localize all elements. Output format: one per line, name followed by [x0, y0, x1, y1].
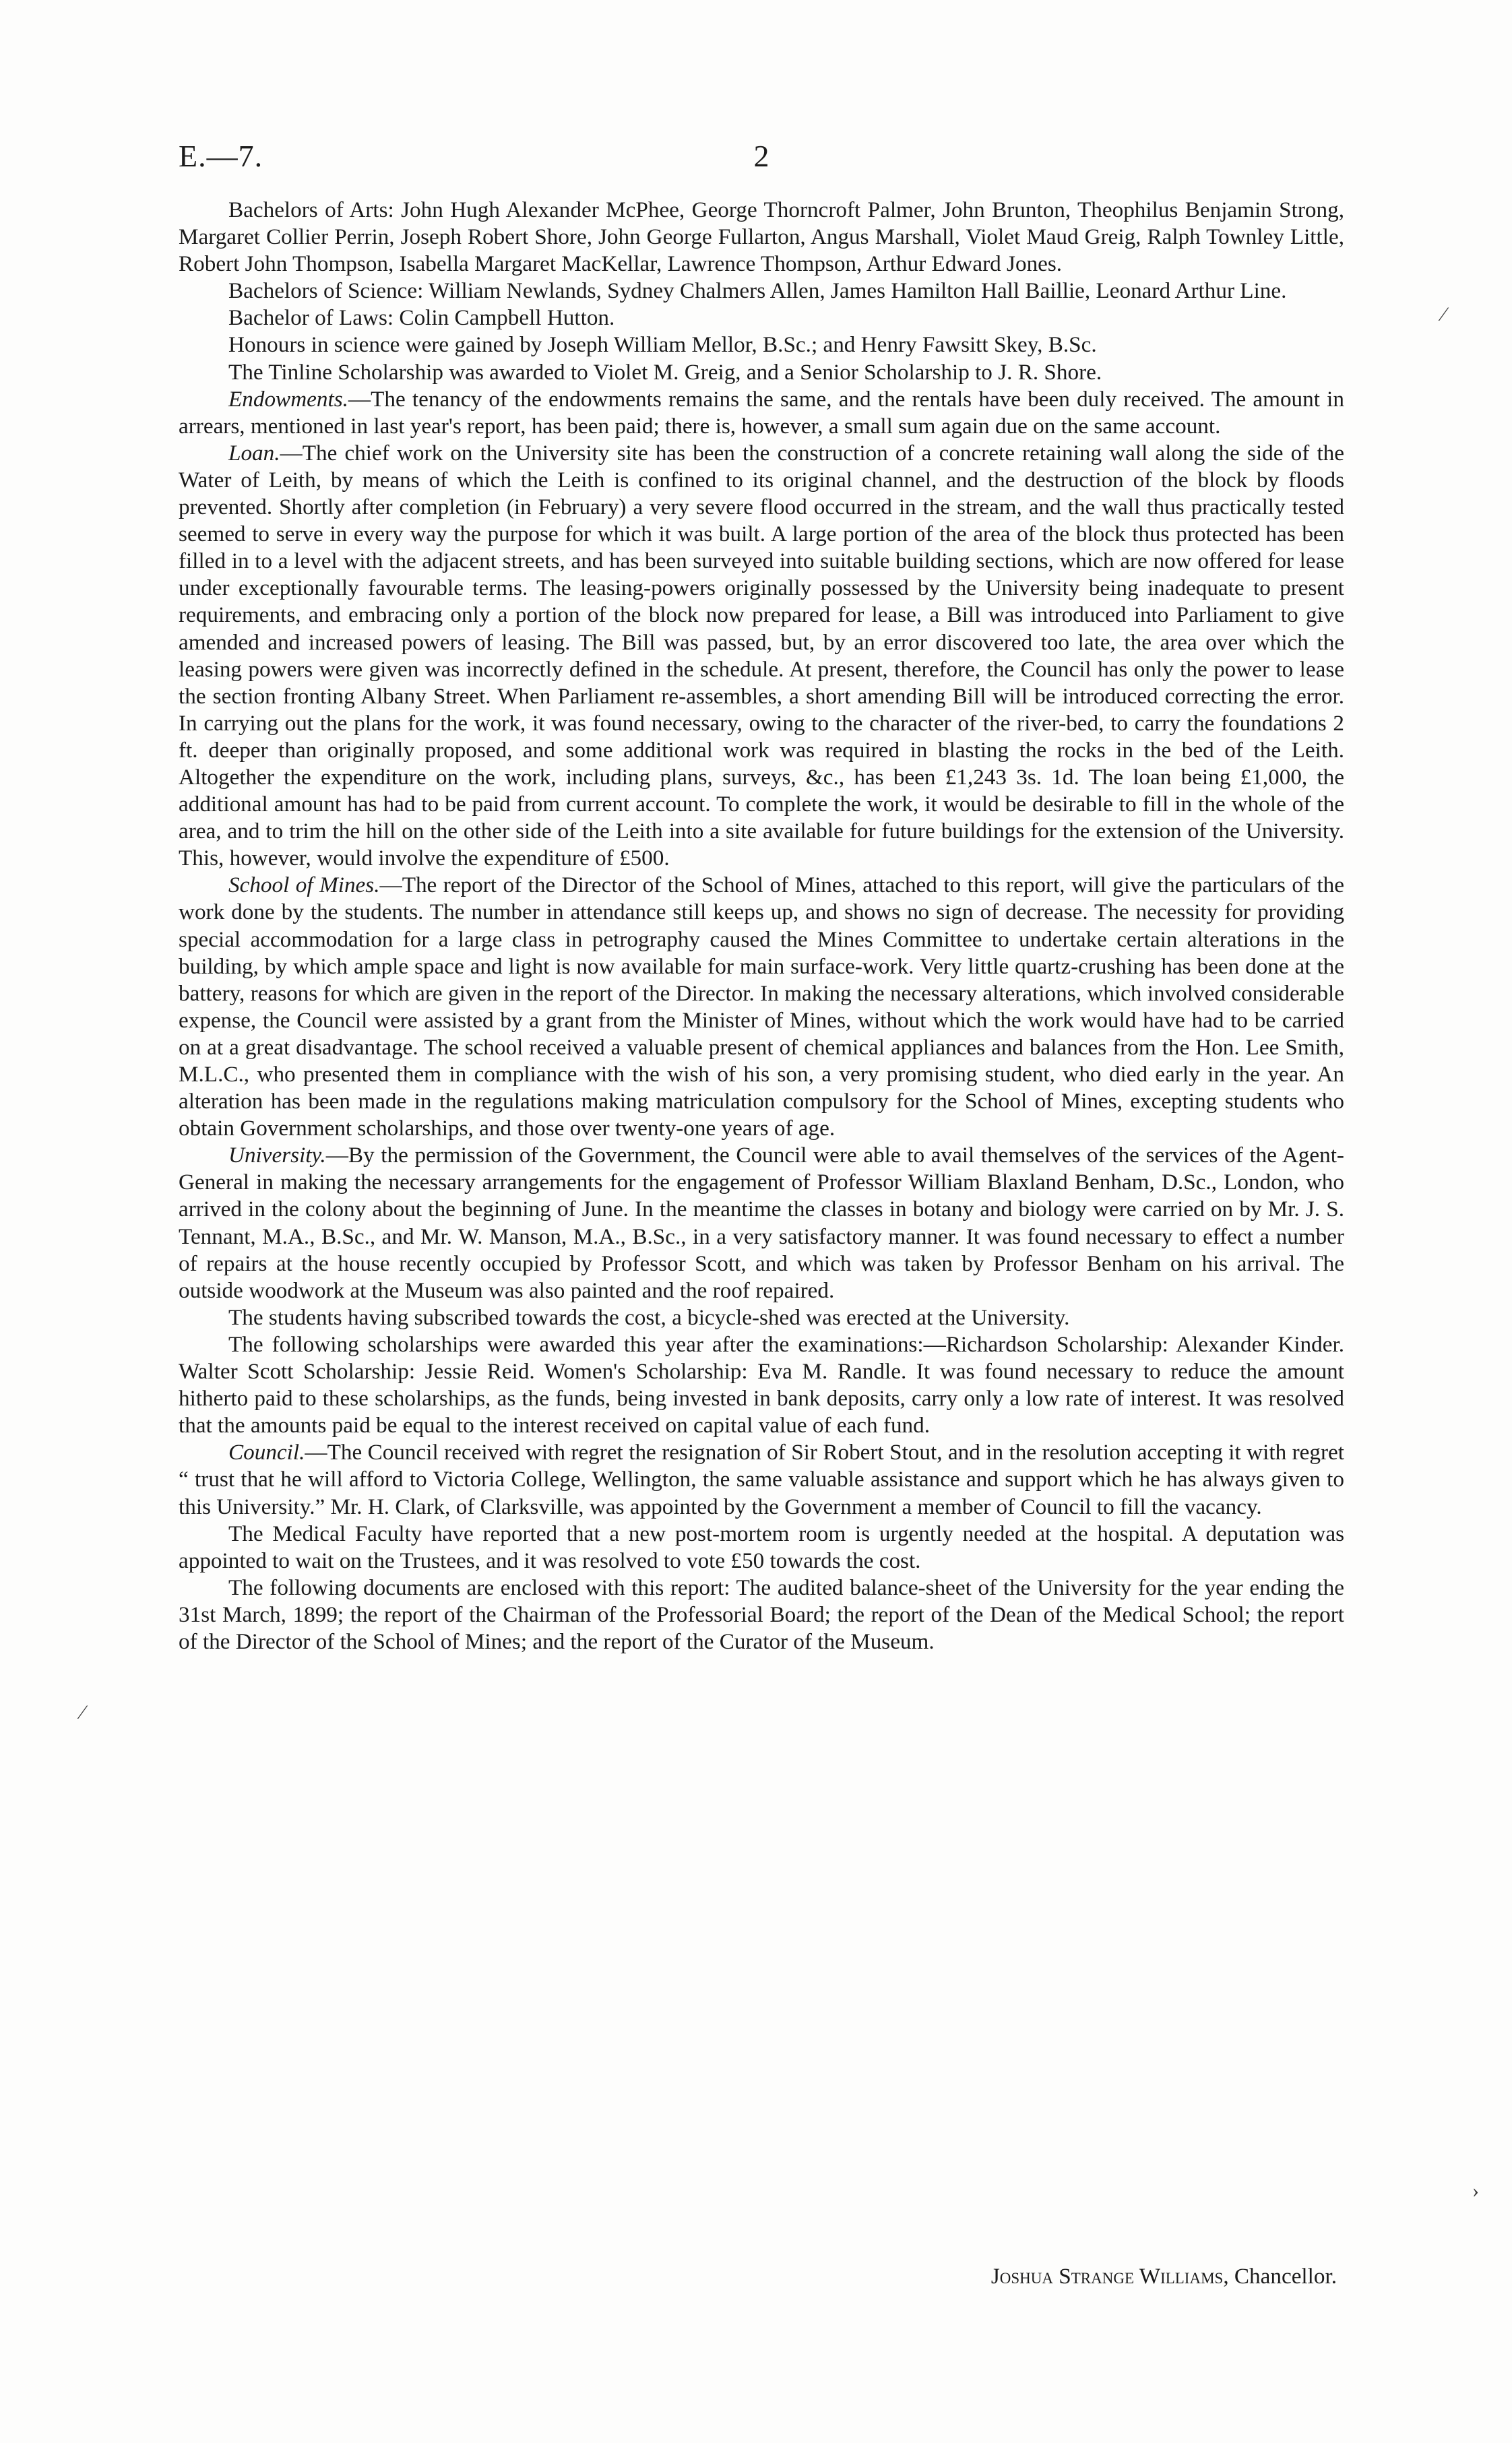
paragraph-council: Council.—The Council received with regret the resignation of Sir Robert Stout, and in the resolution accepting it with regret “ trust that he will afford to Victoria College, Wellington, the same valuable assistance and support which he has always given to this University.” Mr. H. Clark, of Clarksville, was appointed by the Government a member of Council to fill the vacancy.: [179, 1440, 1344, 1519]
paragraph-endowments: Endowments.—The tenancy of the endowments remains the same, and the rentals have been duly received. The amount in arrears, mentioned in last year's report, has been paid; there is, however, a small sum again due on the same account.: [179, 386, 1344, 439]
margin-pencil-mark: ›: [1472, 2180, 1479, 2202]
paragraph-medical-faculty: The Medical Faculty have reported that a new post-mortem room is urgently needed at the hospital. A deputation was appointed to wait on the Trustees, and it was resolved to vote £50 towards the cost.: [179, 1521, 1344, 1573]
paragraph-university: University.—By the permission of the Government, the Council were able to avail themselves of the services of the Agent-General in making the necessary arrangements for the engagement of Professor William Blaxland Benham, D.Sc., London, who arrived in the colony about the beginning of June. In the meantime the classes in botany and biology were carried on by Mr. J. S. Tennant, M.A., B.Sc., and Mr. W. Manson, M.A., B.Sc., in a very satisfactory manner. It was found necessary to effect a number of repairs at the house recently occupied by Professor Scott, and which was taken by Professor Benham on his arrival. The outside woodwork at the Museum was also painted and the roof repaired.: [179, 1143, 1344, 1303]
paragraph-scholarships: The following scholarships were awarded this year after the examinations:—Richardson Scholarship: Alexander Kinder. Walter Scott Scholarship: Jessie Reid. Women's Scholarship: Eva M. Randle. It was found necessary to reduce the amount hitherto paid to these scholarships, as the funds, being invested in bank deposits, carry only a low rate of interest. It was resolved that the amounts paid be equal to the interest received on capital value of each fund.: [179, 1331, 1344, 1438]
paragraph-bachelors-of-arts: Bachelors of Arts: John Hugh Alexander McPhee, George Thorncroft Palmer, John Brunton, Theophilus Benjamin Strong, Margaret Collier Perrin, Joseph Robert Shore, John George Fullarton, Angus Marshall, Violet Maud Greig, Ralph Townley Little, Robert John Thompson, Isabella Margaret MacKellar, Lawrence Thompson, Arthur Edward Jones.: [179, 197, 1344, 277]
signatory-name: Joshua Strange Williams: [990, 2264, 1224, 2289]
paragraph-loan: Loan.—The chief work on the University site has been the construction of a concrete retaining wall along the side of the Water of Leith, by means of which the Leith is confined to its original channel, and the destruction of the block by floods prevented. Shortly after completion (in February) a very severe flood occurred in the stream, and the wall thus practically tested seemed to serve in every way the purpose for which it was built. A large portion of the area of the block thus protected has been filled in to a level with the adjacent streets, and has been surveyed into suitable building sections, which are now offered for lease under exceptionally favourable terms. The leasing-powers originally possessed by the University being inadequate to present requirements, and embracing only a portion of the block now prepared for lease, a Bill was introduced into Parliament to give amended and increased powers of leasing. The Bill was passed, but, by an error discovered too late, the area over which the leasing powers were given was incorrectly defined in the schedule. At present, therefore, the Council has only the power to lease the section fronting Albany Street. When Parliament re-assembles, a short amending Bill will be introduced correcting the error. In carrying out the plans for the work, it was found necessary, owing to the character of the river-bed, to carry the foundations 2 ft. deeper than originally proposed, and some additional work was required in blasting the rocks in the bed of the Leith. Altogether the expenditure on the work, including plans, surveys, &c., has been £1,243 3s. 1d. The loan being £1,000, the additional amount has had to be paid from current account. To complete the work, it would be desirable to fill in the whole of the area, and to trim the hill on the other side of the Leith into a site available for future buildings for the extension of the University. This, however, would involve the expenditure of £500.: [179, 440, 1344, 871]
paragraph-tinline-scholarship: The Tinline Scholarship was awarded to Violet M. Greig, and a Senior Scholarship to J. R. Shore.: [228, 359, 1102, 385]
page-header: [179, 138, 1344, 179]
report-body: [179, 197, 1344, 1655]
signatory-title: , Chancellor.: [1223, 2264, 1337, 2289]
chancellor-signature: [991, 2264, 1337, 2289]
document-code: E.—7.: [179, 139, 263, 173]
paragraph-school-of-mines: School of Mines.—The report of the Director of the School of Mines, attached to this report, will give the particulars of the work done by the students. The number in attendance still keeps up, and shows no sign of decrease. The necessity for providing special accommodation for a large class in petrography caused the Mines Committee to undertake certain alterations in the building, by which ample space and light is now available for main surface-work. Very little quartz-crushing has been done at the battery, reasons for which are given in the report of the Director. In making the necessary alterations, which involved considerable expense, the Council were assisted by a grant from the Minister of Mines, without which the work would have had to be carried on at a great disadvantage. The school received a valuable present of chemical appliances and balances from the Hon. Lee Smith, M.L.C., who presented them in compliance with the wish of his son, a very promising student, who died early in the year. An alteration has been made in the regulations making matriculation compulsory for the School of Mines, excepting students who obtain Government scholarships, and those over twenty-one years of age.: [179, 872, 1345, 1141]
page-number: 2: [753, 139, 769, 173]
paragraph-enclosed-documents: The following documents are enclosed with this report: The audited balance-sheet of the University for the year ending the 31st March, 1899; the report of the Chairman of the Professorial Board; the report of the Dean of the Medical School; the report of the Director of the School of Mines; and the report of the Curator of the Museum.: [179, 1575, 1344, 1654]
paragraph-bicycle-shed: The students having subscribed towards the cost, a bicycle-shed was erected at the University.: [228, 1304, 1070, 1330]
paragraph-bachelor-of-laws: Bachelor of Laws: Colin Campbell Hutton.: [228, 305, 615, 331]
margin-pencil-mark: ⁄: [81, 1701, 85, 1723]
paragraph-bachelors-of-science: Bachelors of Science: William Newlands, Sydney Chalmers Allen, James Hamilton Hall Baillie, Leonard Arthur Line.: [228, 278, 1287, 304]
margin-pencil-mark: ​⁄: [1442, 303, 1446, 325]
paragraph-honours: Honours in science were gained by Joseph William Mellor, B.Sc.; and Henry Fawsitt Skey, B.Sc.: [228, 332, 1097, 358]
